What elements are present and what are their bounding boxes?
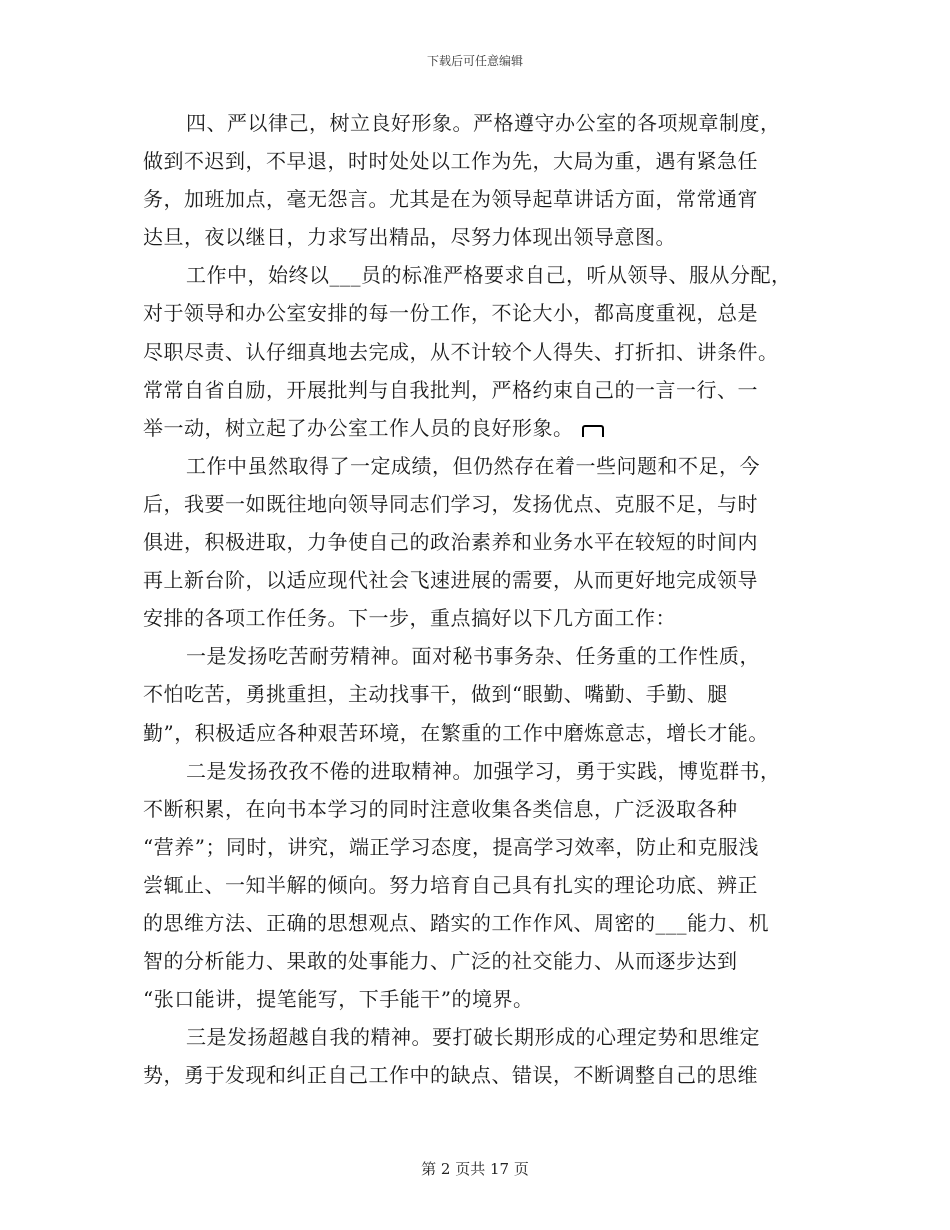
text-line: 不断积累，在向书本学习的同时注意收集各类信息，广泛汲取各种: [143, 796, 738, 821]
text-line: 四、严以律己，树立良好形象。严格遵守办公室的各项规章制度，: [186, 111, 781, 135]
text-line: 势，勇于发现和纠正自己工作中的缺点、错误，不断调整自己的思维: [143, 1063, 758, 1088]
text-line: 一是发扬吃苦耐劳精神。面对秘书事务杂、任务重的工作性质，: [186, 644, 760, 669]
page-header: 下载后可任意编辑: [426, 54, 523, 68]
text-line: 的思维方法、正确的思想观点、踏实的工作作风、周密的___能力、机: [143, 910, 769, 935]
page-number: 第 2 页共 17 页: [421, 1160, 529, 1178]
text-line: 常常自省自励，开展批判与自我批判，严格约束自己的一言一行、一: [143, 377, 758, 402]
text-line: 智的分析能力、果敢的处事能力、广泛的社交能力、从而逐步达到: [143, 949, 738, 974]
text-line: 勤”，积极适应各种艰苦环境，在繁重的工作中磨炼意志，增长才能。: [143, 720, 769, 745]
text-line: 不怕吃苦，勇挑重担，主动找事干，做到“眼勤、嘴勤、手勤、腿: [143, 682, 728, 707]
text-line: 务，加班加点，毫无怨言。尤其是在为领导起草讲话方面，常常通宵: [143, 187, 758, 212]
text-line: 安排的各项工作任务。下一步，重点搞好以下几方面工作：: [143, 606, 676, 631]
text-line: 二是发扬孜孜不倦的进取精神。加强学习，勇于实践，博览群书，: [186, 758, 781, 783]
text-line: “张口能讲，提笔能写，下手能干”的境界。: [143, 987, 534, 1012]
paragraph-mark-icon: [582, 425, 604, 437]
text-line: 尽职尽责、认仔细真地去完成，从不计较个人得失、打折扣、讲条件。: [143, 339, 779, 364]
text-line-with-mark: [143, 409, 823, 447]
text-line: 后，我要一如既往地向领导同志们学习，发扬优点、克服不足，与时: [143, 491, 758, 516]
text-line: 工作中，始终以___员的标准严格要求自己，听从领导、服从分配，: [186, 263, 792, 288]
document-body: [143, 104, 823, 1094]
text-line: 对于领导和办公室安排的每一份工作，不论大小，都高度重视，总是: [143, 301, 758, 326]
text-line: “营养”；同时，讲究，端正学习态度，提高学习效率，防止和克服浅: [143, 834, 759, 859]
text-line: 再上新台阶，以适应现代社会飞速进展的需要，从而更好地完成领导: [143, 568, 758, 593]
text-line: 达旦，夜以继日，力求写出精品，尽努力体现出领导意图。: [143, 225, 676, 250]
text-line: 尝辄止、一知半解的倾向。努力培育自己具有扎实的理论功底、辨正: [143, 872, 758, 897]
text-line: 工作中虽然取得了一定成绩，但仍然存在着一些问题和不足，今: [186, 453, 760, 478]
text-line: 三是发扬超越自我的精神。要打破长期形成的心理定势和思维定: [186, 1025, 760, 1050]
text-line: 俱进，积极进取，力争使自己的政治素养和业务水平在较短的时间内: [143, 530, 758, 555]
text-line: 举一动，树立起了办公室工作人员的良好形象。: [143, 415, 574, 440]
text-line: 做到不迟到，不早退，时时处处以工作为先，大局为重，遇有紧急任: [143, 149, 758, 174]
